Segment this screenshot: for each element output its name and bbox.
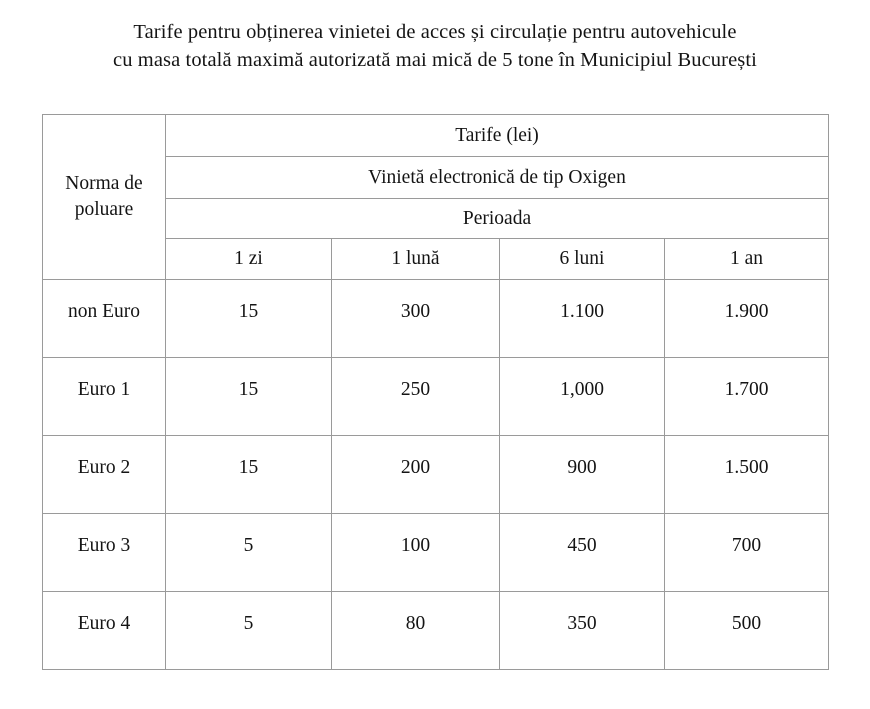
group-header-perioada: Perioada bbox=[166, 199, 829, 239]
tariff-table bbox=[42, 114, 829, 670]
cell-euro-2-1-an: 1.500 bbox=[665, 436, 829, 514]
cell-euro-1-1-zi: 15 bbox=[166, 358, 332, 436]
cell-euro-4-1-luna: 80 bbox=[332, 592, 500, 670]
norma-label-line-2: poluare bbox=[74, 199, 134, 220]
page-title bbox=[0, 18, 870, 74]
table-row bbox=[43, 280, 829, 358]
cell-non-euro-1-zi: 15 bbox=[166, 280, 332, 358]
row-label-non-euro: non Euro bbox=[43, 280, 166, 358]
table-header-row-tarife bbox=[43, 115, 829, 157]
row-label-euro-1: Euro 1 bbox=[43, 358, 166, 436]
cell-non-euro-1-an: 1.900 bbox=[665, 280, 829, 358]
cell-euro-3-6-luni: 450 bbox=[500, 514, 665, 592]
column-header-6-luni: 6 luni bbox=[500, 239, 665, 280]
page-title-line-2: cu masa totală maximă autorizată mai mică de 5 tone în Municipiul București bbox=[113, 49, 757, 71]
table-row bbox=[43, 358, 829, 436]
group-header-tarife: Tarife (lei) bbox=[166, 115, 829, 157]
column-header-1-zi: 1 zi bbox=[166, 239, 332, 280]
table-row bbox=[43, 514, 829, 592]
cell-euro-2-6-luni: 900 bbox=[500, 436, 665, 514]
table-row bbox=[43, 436, 829, 514]
cell-euro-3-1-an: 700 bbox=[665, 514, 829, 592]
cell-euro-1-1-luna: 250 bbox=[332, 358, 500, 436]
cell-euro-1-1-an: 1.700 bbox=[665, 358, 829, 436]
row-label-euro-3: Euro 3 bbox=[43, 514, 166, 592]
column-header-1-an: 1 an bbox=[665, 239, 829, 280]
row-label-euro-4: Euro 4 bbox=[43, 592, 166, 670]
cell-euro-4-1-zi: 5 bbox=[166, 592, 332, 670]
page-title-line-1: Tarife pentru obținerea vinietei de acces și circulație pentru autovehicule bbox=[133, 21, 737, 43]
cell-euro-4-1-an: 500 bbox=[665, 592, 829, 670]
cell-non-euro-6-luni: 1.100 bbox=[500, 280, 665, 358]
cell-euro-3-1-zi: 5 bbox=[166, 514, 332, 592]
cell-non-euro-1-luna: 300 bbox=[332, 280, 500, 358]
norma-label-line-1: Norma de bbox=[65, 173, 143, 194]
cell-euro-2-1-luna: 200 bbox=[332, 436, 500, 514]
cell-euro-2-1-zi: 15 bbox=[166, 436, 332, 514]
cell-euro-3-1-luna: 100 bbox=[332, 514, 500, 592]
row-label-euro-2: Euro 2 bbox=[43, 436, 166, 514]
tariff-table-container bbox=[42, 114, 828, 670]
row-header-norma-de-poluare bbox=[43, 115, 166, 280]
column-header-1-luna: 1 lună bbox=[332, 239, 500, 280]
cell-euro-1-6-luni: 1,000 bbox=[500, 358, 665, 436]
table-row bbox=[43, 592, 829, 670]
group-header-vinieta: Vinietă electronică de tip Oxigen bbox=[166, 157, 829, 199]
cell-euro-4-6-luni: 350 bbox=[500, 592, 665, 670]
